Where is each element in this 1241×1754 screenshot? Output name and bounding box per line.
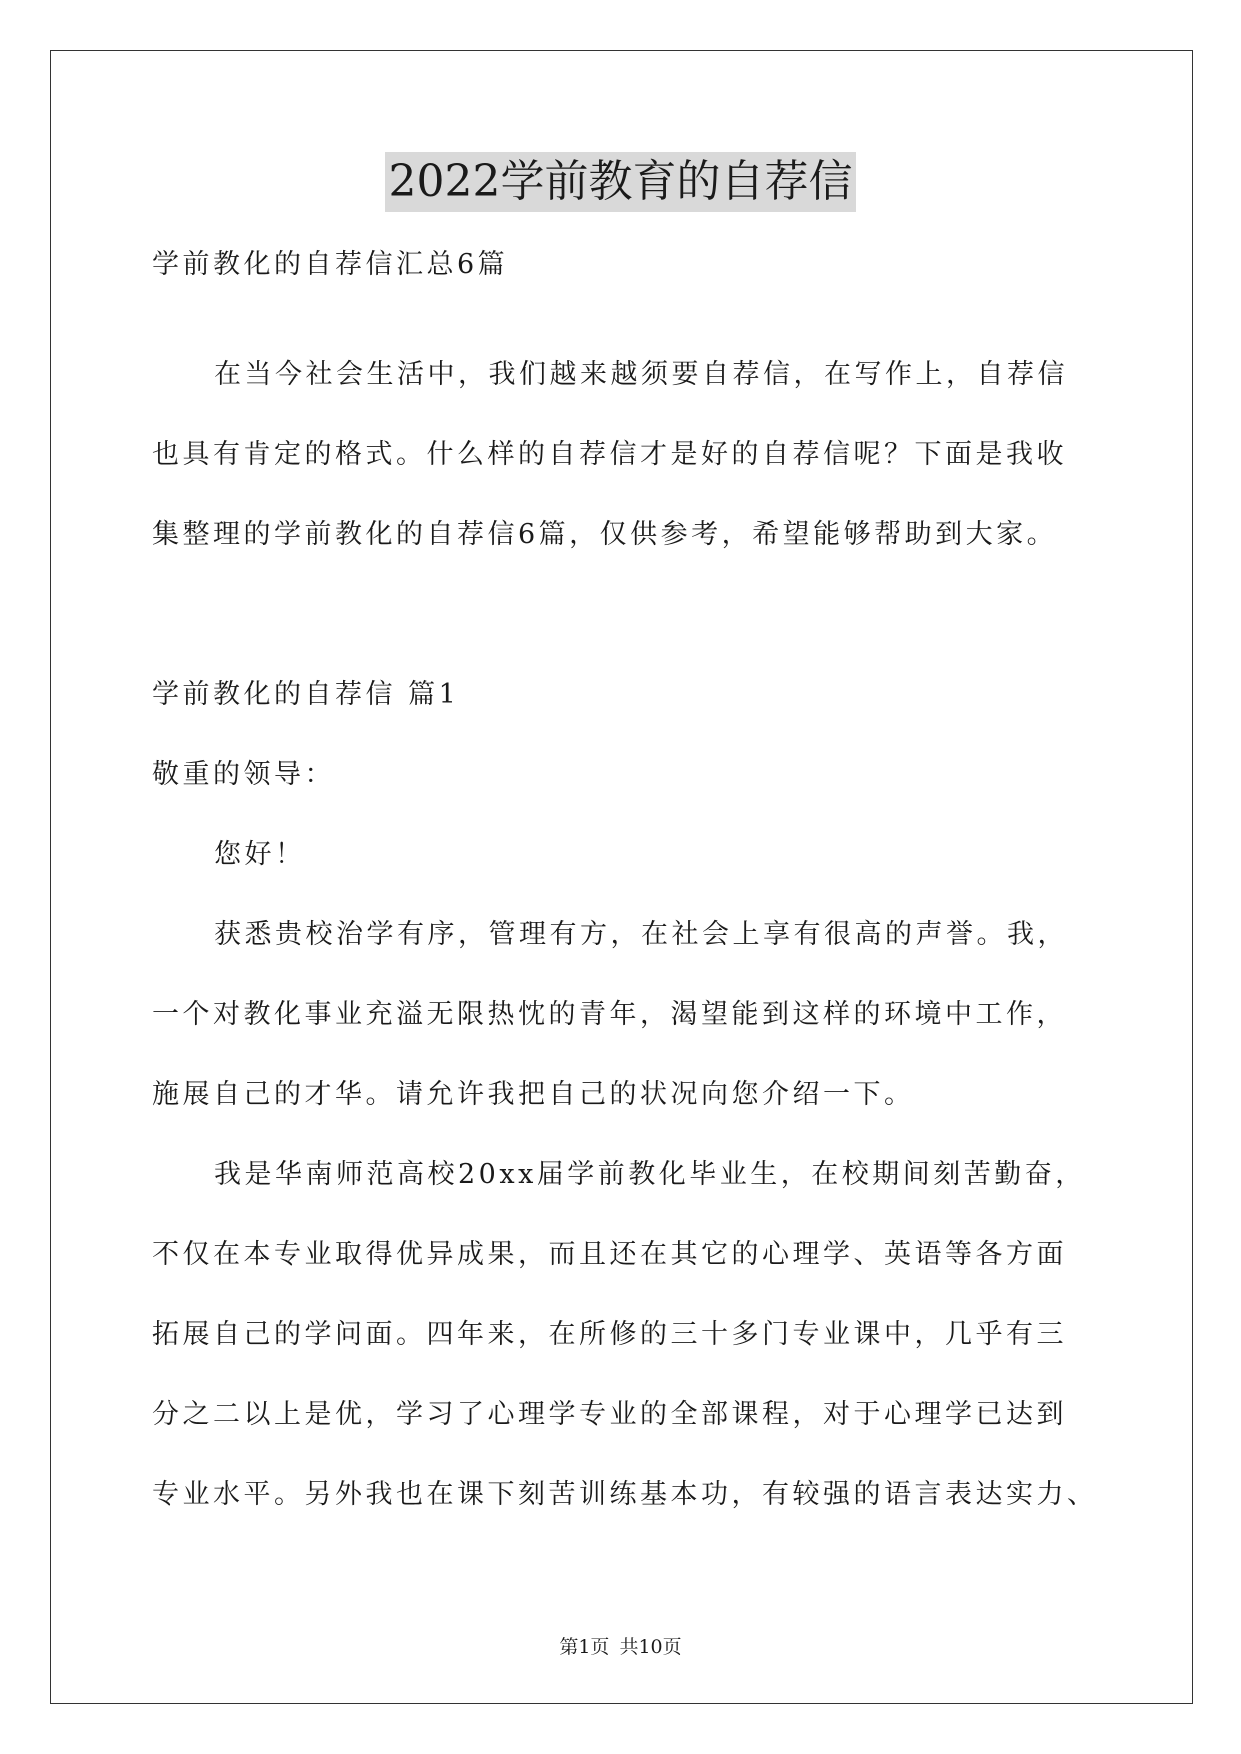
page-footer xyxy=(0,1632,1241,1659)
paragraph-line: 施展自己的才华。请允许我把自己的状况向您介绍一下。 xyxy=(152,1079,915,1110)
paragraph-line: 分之二以上是优，学习了心理学专业的全部课程，对于心理学已达到 xyxy=(152,1399,1067,1430)
paragraph-line: 一个对教化事业充溢无限热忱的青年，渴望能到这样的环境中工作， xyxy=(152,999,1067,1030)
paragraph-line: 在当今社会生活中，我们越来越须要自荐信，在写作上，自荐信 xyxy=(214,359,1068,390)
paragraph-line: 拓展自己的学问面。四年来，在所修的三十多门专业课中，几乎有三 xyxy=(152,1319,1067,1350)
paragraph-line: 不仅在本专业取得优异成果，而且还在其它的心理学、英语等各方面 xyxy=(152,1239,1067,1270)
paragraph-line: 专业水平。另外我也在课下刻苦训练基本功，有较强的语言表达实力、 xyxy=(152,1479,1098,1510)
page-border xyxy=(50,50,1193,1704)
page-total: 共10页 xyxy=(619,1636,682,1658)
greeting-line: 您好！ xyxy=(214,839,306,870)
title-container xyxy=(0,152,1241,212)
paragraph-line: 集整理的学前教化的自荐信6篇，仅供参考，希望能够帮助到大家。 xyxy=(152,519,1058,550)
paragraph-line: 我是华南师范高校20xx届学前教化毕业生，在校期间刻苦勤奋， xyxy=(214,1159,1086,1190)
paragraph-line: 也具有肯定的格式。什么样的自荐信才是好的自荐信呢？下面是我收 xyxy=(152,439,1067,470)
subtitle-line: 学前教化的自荐信汇总6篇 xyxy=(152,249,509,280)
paragraph-line: 获悉贵校治学有序，管理有方，在社会上享有很高的声誉。我， xyxy=(214,919,1068,950)
salutation-line: 敬重的领导： xyxy=(152,759,335,790)
document-title: 2022学前教育的自荐信 xyxy=(385,152,857,212)
page-number: 第1页 xyxy=(559,1636,610,1658)
section-heading: 学前教化的自荐信 篇1 xyxy=(152,679,460,710)
